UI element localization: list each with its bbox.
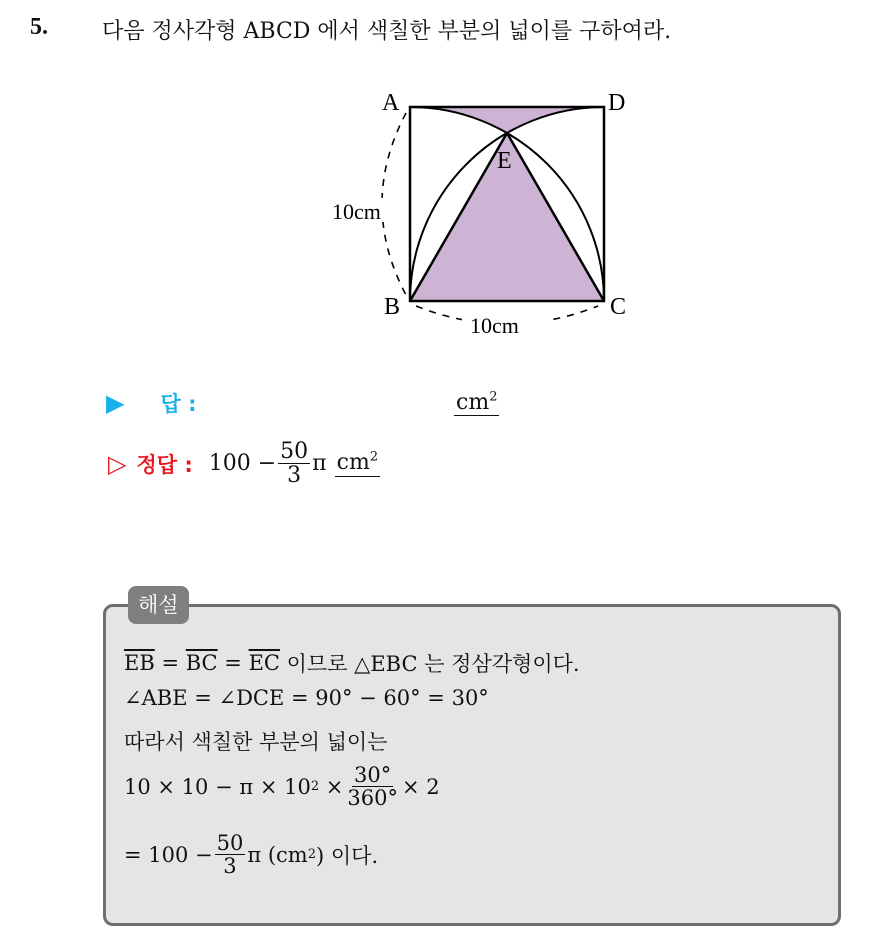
segment-eb-text: $\overline{EB}$: [124, 651, 155, 675]
line5-prefix: = 100 −: [124, 842, 213, 867]
label-a: A: [382, 90, 400, 116]
question-number: 5.: [30, 14, 48, 40]
label-d: D: [608, 90, 626, 116]
shaded-top-region: [410, 107, 604, 133]
solution-line-3: 따라서 색칠한 부분의 넓이는: [124, 730, 388, 754]
line4-num: 30°: [354, 763, 392, 787]
correct-num: 50: [280, 439, 309, 464]
solution-tab: 해설: [128, 586, 189, 624]
line5-den: 3: [223, 854, 237, 879]
line5-end: ) 이다.: [316, 843, 379, 868]
label-b: B: [384, 294, 401, 320]
solution-line-1: [124, 648, 580, 678]
answer-marker-icon: ▶: [106, 389, 125, 417]
solution-line-5: [124, 832, 378, 877]
square-figure: [320, 80, 640, 340]
side-length-left: 10cm: [332, 199, 381, 224]
answer-row: [106, 388, 498, 418]
solution-line-4: [124, 764, 440, 809]
side-length-bottom: 10cm: [470, 313, 519, 338]
solution-line-2: ∠ABE = ∠DCE = 90° − 60° = 30°: [124, 686, 489, 710]
line4-prefix: 10 × 10 − π × 10: [124, 774, 311, 799]
label-e: E: [497, 148, 512, 174]
line5-suffix: π (cm: [247, 842, 308, 867]
answer-unit: cm: [456, 389, 490, 415]
correct-label: 정답 :: [136, 452, 193, 477]
answer-unit-exp: 2: [489, 389, 498, 405]
line4-suffix: × 2: [401, 774, 440, 799]
correct-unit-group: [335, 450, 380, 476]
eq-sign-2: =: [217, 651, 249, 675]
answer-blank[interactable]: [454, 390, 499, 416]
line5-exp: 2: [307, 847, 316, 863]
segment-ec-text: $\overline{EC}$: [248, 651, 280, 675]
correct-unit-exp: 2: [369, 450, 379, 466]
segment-bc-text: $\overline{BC}$: [185, 651, 218, 675]
line5-fraction: [215, 832, 246, 877]
line4-fraction: [345, 764, 400, 809]
correct-answer-row: [108, 440, 380, 487]
line5-num: 50: [216, 831, 244, 855]
line1-rest: 이므로 △EBC 는 정삼각형이다.: [279, 652, 580, 676]
correct-pi: π: [312, 451, 327, 477]
correct-den: 3: [287, 463, 302, 489]
line4-den: 360°: [347, 786, 398, 811]
correct-marker-icon: ▷: [108, 449, 127, 478]
correct-unit: cm: [336, 450, 370, 476]
answer-label: 답 :: [160, 392, 197, 416]
correct-fraction: [278, 440, 310, 487]
label-c: C: [610, 294, 627, 320]
line4-mid: ×: [319, 774, 344, 799]
line4-exp: 2: [310, 779, 320, 795]
question-text: 다음 정사각형 ABCD 에서 색칠한 부분의 넓이를 구하여라.: [102, 19, 672, 44]
correct-prefix: 100 −: [208, 451, 277, 477]
eq-sign-1: =: [154, 651, 186, 675]
